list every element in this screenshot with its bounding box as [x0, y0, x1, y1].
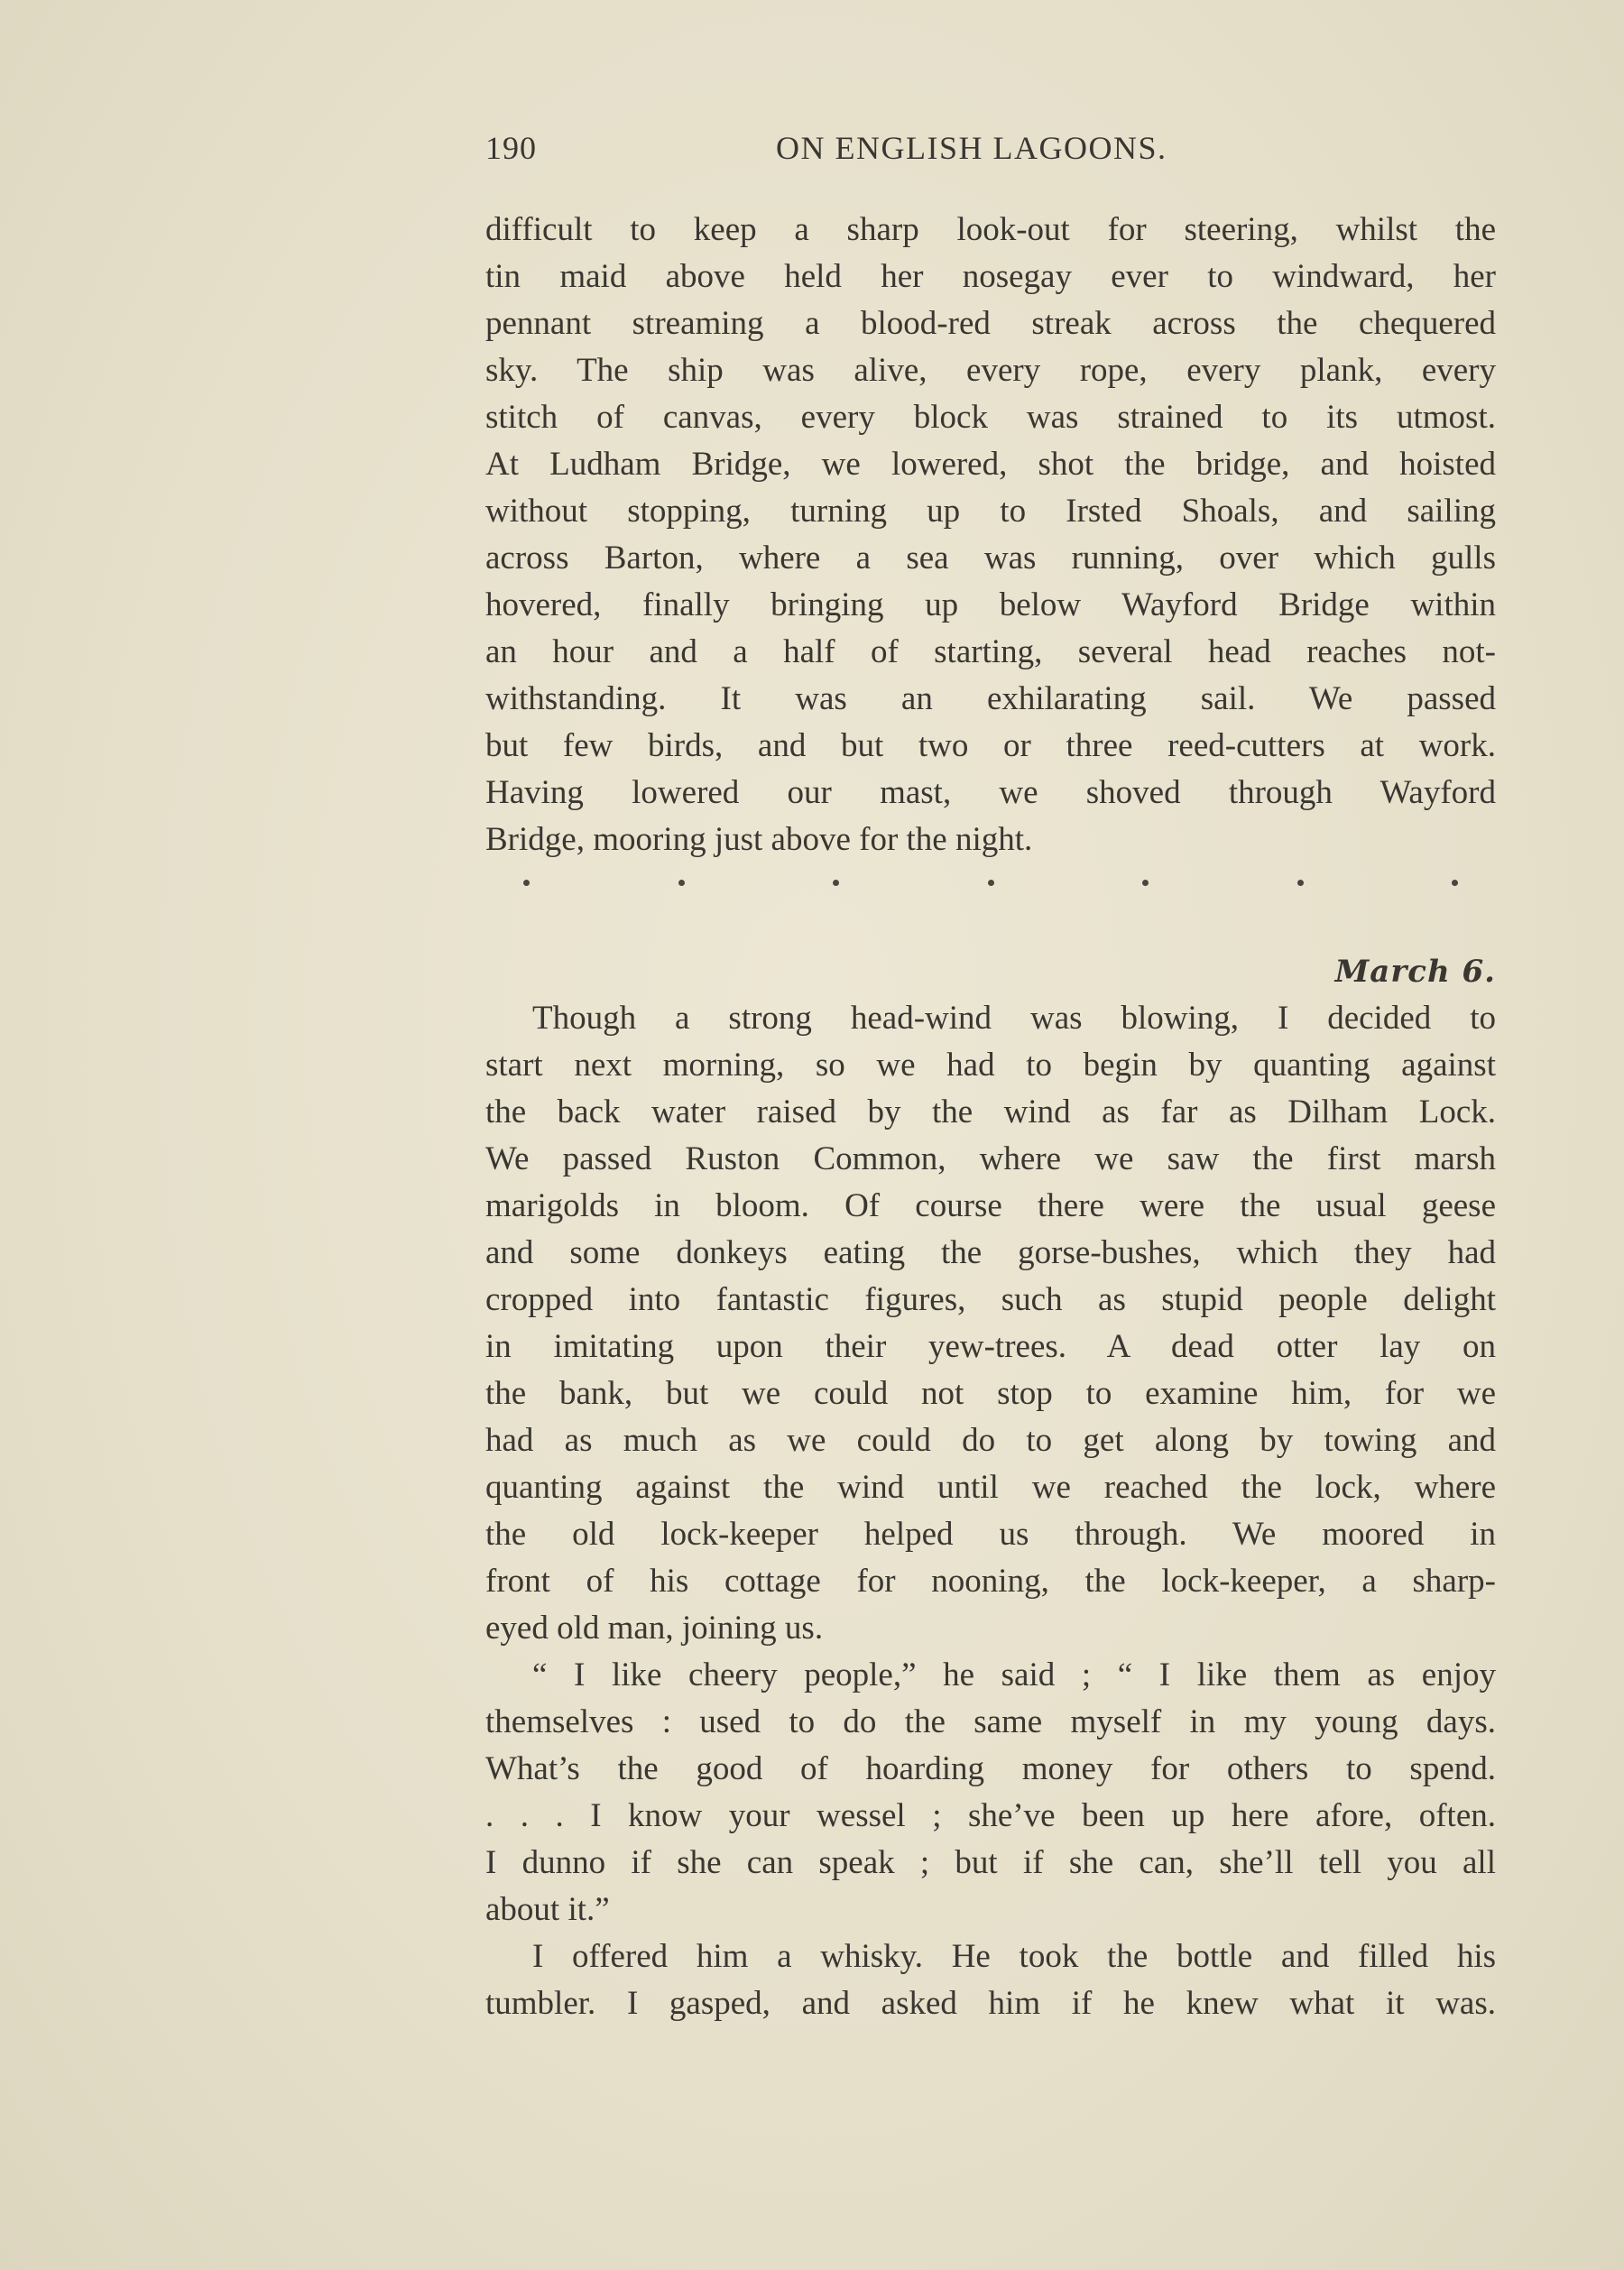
section-break-dots	[485, 880, 1496, 916]
text-line: the back water raised by the wind as far as Dilham Lock.	[485, 1093, 1496, 1130]
text-line: tin maid above held her nosegay ever to windward, her	[485, 258, 1496, 295]
dot	[988, 880, 994, 886]
text-line: “ I like cheery people,” he said ; “ I like them as enjoy	[532, 1656, 1496, 1693]
text-line: cropped into fantastic figures, such as stupid people delight	[485, 1281, 1496, 1318]
text-line: I offered him a whisky. He took the bottle and filled his	[532, 1938, 1496, 1975]
page-header	[485, 129, 1496, 174]
text-line: an hour and a half of starting, several head reaches not-	[485, 633, 1496, 670]
date-heading: March 6.	[1334, 954, 1496, 990]
text-line: Bridge, mooring just above for the night.	[485, 821, 1033, 858]
text-line: pennant streaming a blood-red streak across the chequered	[485, 305, 1496, 342]
text-line: about it.”	[485, 1891, 610, 1928]
text-line: What’s the good of hoarding money for others to spend.	[485, 1750, 1496, 1787]
text-line: eyed old man, joining us.	[485, 1610, 824, 1647]
text-line: stitch of canvas, every block was strained to its utmost.	[485, 399, 1496, 436]
dot	[1142, 880, 1149, 886]
text-line: quanting against the wind until we reached the lock, where	[485, 1469, 1496, 1506]
dot	[1297, 880, 1304, 886]
running-title: ON ENGLISH LAGOONS.	[776, 130, 1167, 166]
text-line: but few birds, and but two or three reed-cutters at work.	[485, 727, 1496, 764]
page-number: 190	[485, 130, 537, 166]
text-line: Though a strong head-wind was blowing, I decided to	[532, 1000, 1496, 1037]
text-line: the bank, but we could not stop to examine him, for we	[485, 1375, 1496, 1412]
text-line: difficult to keep a sharp look-out for steering, whilst the	[485, 211, 1496, 248]
text-line: At Ludham Bridge, we lowered, shot the bridge, and hoisted	[485, 446, 1496, 483]
text-line: themselves : used to do the same myself in my young days.	[485, 1703, 1496, 1740]
text-line: without stopping, turning up to Irsted Shoals, and sailing	[485, 493, 1496, 530]
text-line: the old lock-keeper helped us through. We moored in	[485, 1516, 1496, 1553]
text-line: Having lowered our mast, we shoved through Wayford	[485, 774, 1496, 811]
text-line: tumbler. I gasped, and asked him if he knew what it was.	[485, 1985, 1496, 2022]
text-line: sky. The ship was alive, every rope, every plank, every	[485, 352, 1496, 389]
text-line: front of his cottage for nooning, the lock-keeper, a sharp-	[485, 1563, 1496, 1600]
text-line: and some donkeys eating the gorse-bushes, which they had	[485, 1234, 1496, 1271]
text-line: . . . I know your wessel ; she’ve been up here afore, often.	[485, 1797, 1496, 1834]
dot	[1452, 880, 1458, 886]
text-line: marigolds in bloom. Of course there were the usual geese	[485, 1187, 1496, 1224]
text-line: We passed Ruston Common, where we saw the first marsh	[485, 1140, 1496, 1177]
text-line: in imitating upon their yew-trees. A dead otter lay on	[485, 1328, 1496, 1365]
text-line: start next morning, so we had to begin by quanting against	[485, 1047, 1496, 1084]
text-line: had as much as we could do to get along by towing and	[485, 1422, 1496, 1459]
text-line: hovered, finally bringing up below Wayford Bridge within	[485, 586, 1496, 623]
text-line: across Barton, where a sea was running, over which gulls	[485, 540, 1496, 577]
dot	[523, 880, 530, 886]
text-line: I dunno if she can speak ; but if she can, she’ll tell you all	[485, 1844, 1496, 1881]
text-line: withstanding. It was an exhilarating sail. We passed	[485, 680, 1496, 717]
dot	[833, 880, 839, 886]
dot	[678, 880, 685, 886]
